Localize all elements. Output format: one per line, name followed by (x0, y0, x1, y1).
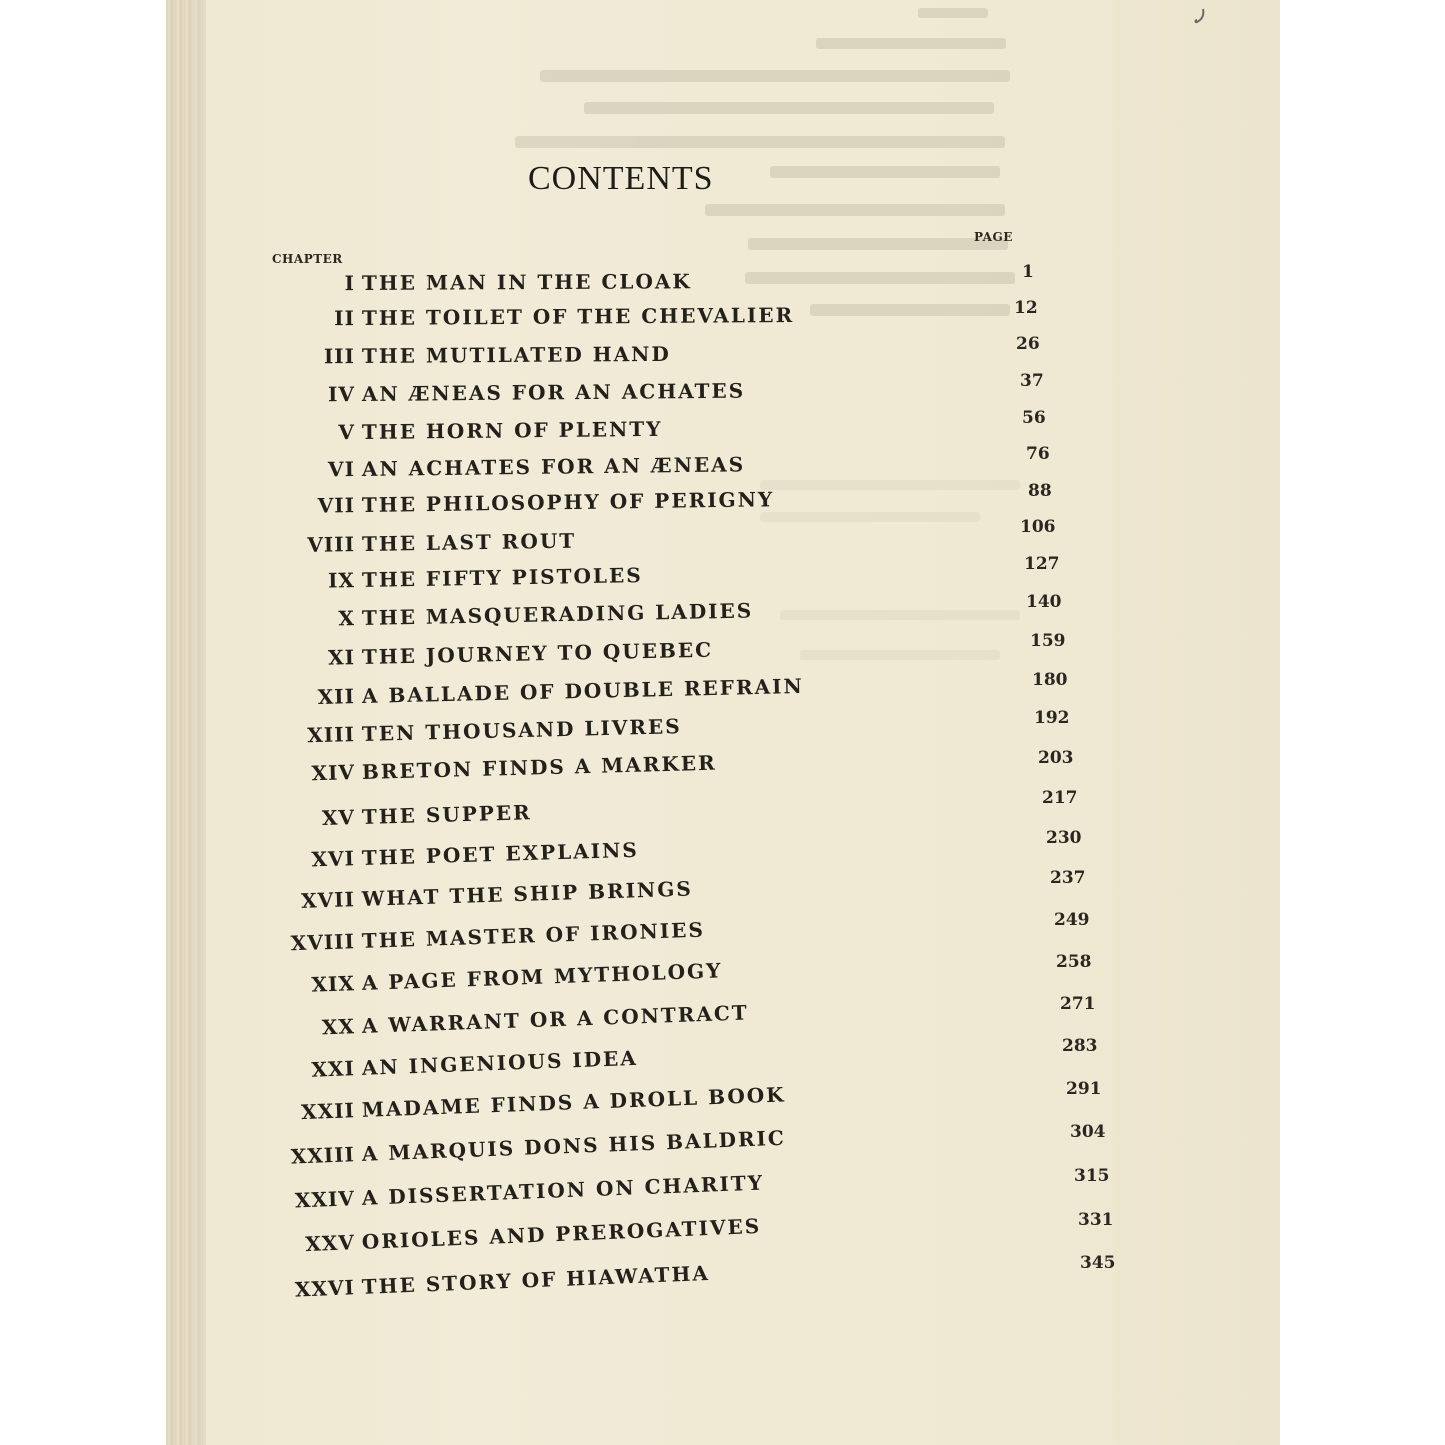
chapter-title: THE MAN IN THE CLOAK (361, 269, 692, 295)
chapter-page-number: 249 (1054, 910, 1090, 930)
chapter-title: THE MUTILATED HAND (361, 341, 671, 368)
chapter-title: THE MASQUERADING LADIES (361, 598, 754, 630)
chapter-page-number: 203 (1038, 748, 1074, 768)
chapter-title: A WARRANT OR A CONTRACT (361, 1000, 750, 1038)
chapter-title: THE MASTER OF IRONIES (361, 917, 706, 953)
chapter-title: THE STORY OF HIAWATHA (361, 1260, 711, 1299)
chapter-number: XII (317, 684, 356, 709)
chapter-page-number: 217 (1042, 788, 1078, 808)
chapter-page-number: 140 (1026, 592, 1062, 612)
chapter-number: XVIII (290, 929, 356, 956)
chapter-number: XXIV (294, 1186, 356, 1213)
chapter-page-number: 258 (1056, 952, 1092, 972)
chapter-page-number: 283 (1062, 1036, 1098, 1056)
chapter-page-number: 271 (1060, 994, 1096, 1014)
chapter-number: V (338, 420, 356, 445)
chapter-number: XX (321, 1014, 356, 1040)
chapter-page-number: 127 (1024, 554, 1060, 574)
chapter-number: VII (317, 493, 356, 518)
chapter-page-number: 106 (1020, 517, 1056, 537)
chapter-page-number: 26 (1016, 334, 1040, 354)
chapter-page-number: 291 (1066, 1079, 1102, 1099)
page-column-header: PAGE (974, 230, 1013, 244)
chapter-number: XVII (300, 887, 356, 913)
chapter-number: XXIII (290, 1142, 356, 1169)
chapter-title: BRETON FINDS A MARKER (361, 750, 718, 784)
chapter-number: X (338, 606, 356, 631)
chapter-title: THE POET EXPLAINS (361, 837, 640, 870)
chapter-page-number: 237 (1050, 868, 1086, 888)
chapter-page-number: 315 (1074, 1166, 1110, 1186)
chapter-number: XIV (311, 760, 356, 786)
chapter-page-number: 180 (1032, 670, 1068, 690)
chapter-title: AN ACHATES FOR AN ÆNEAS (361, 452, 746, 481)
chapter-number: XXVI (294, 1275, 356, 1302)
chapter-number: XXI (311, 1056, 356, 1082)
chapter-number: XV (321, 805, 356, 831)
chapter-page-number: 230 (1046, 828, 1082, 848)
toc-row (0, 298, 1445, 338)
chapter-number: XI (327, 645, 356, 670)
chapter-title: A BALLADE OF DOUBLE REFRAIN (361, 673, 804, 708)
chapter-number: XXV (304, 1230, 356, 1257)
chapter-number: VI (327, 457, 356, 482)
chapter-number: VIII (307, 532, 356, 557)
chapter-number: II (334, 306, 356, 331)
chapter-title: A DISSERTATION ON CHARITY (361, 1170, 765, 1210)
chapter-page-number: 304 (1070, 1122, 1106, 1142)
chapter-title: THE PHILOSOPHY OF PERIGNY (361, 487, 775, 517)
chapter-number: XIX (311, 971, 356, 997)
chapter-title: THE JOURNEY TO QUEBEC (361, 637, 714, 669)
chapter-number: III (323, 344, 356, 369)
chapter-title: THE FIFTY PISTOLES (361, 563, 643, 592)
chapter-column-header: CHAPTER (272, 252, 343, 266)
chapter-title: AN ÆNEAS FOR AN ACHATES (361, 378, 746, 406)
chapter-number: XVI (311, 846, 356, 872)
contents-title: CONTENTS (528, 160, 714, 197)
chapter-number: XIII (307, 722, 356, 748)
chapter-title: THE LAST ROUT (361, 528, 577, 556)
chapter-page-number: 56 (1022, 408, 1046, 428)
chapter-title: THE SUPPER (361, 800, 533, 829)
chapter-title: THE HORN OF PLENTY (361, 416, 663, 444)
chapter-title: TEN THOUSAND LIVRES (361, 714, 682, 746)
chapter-page-number: 37 (1020, 371, 1044, 391)
toc-row (0, 336, 1445, 376)
chapter-title: THE TOILET OF THE CHEVALIER (361, 302, 795, 330)
chapter-title: WHAT THE SHIP BRINGS (361, 876, 694, 911)
toc-row (0, 265, 1445, 303)
chapter-title: A MARQUIS DONS HIS BALDRIC (361, 1125, 787, 1166)
chapter-page-number: 12 (1014, 298, 1038, 318)
chapter-number: XXII (300, 1098, 356, 1125)
chapter-page-number: 76 (1026, 444, 1050, 464)
chapter-page-number: 345 (1080, 1253, 1116, 1273)
chapter-number: IV (327, 382, 356, 407)
chapter-number: I (344, 271, 356, 296)
chapter-page-number: 331 (1078, 1210, 1114, 1230)
chapter-number: IX (327, 568, 356, 593)
chapter-title: MADAME FINDS A DROLL BOOK (361, 1082, 786, 1122)
chapter-title: A PAGE FROM MYTHOLOGY (361, 958, 723, 995)
chapter-page-number: 159 (1030, 631, 1066, 651)
chapter-title: AN INGENIOUS IDEA (361, 1045, 639, 1080)
chapter-page-number: 192 (1034, 708, 1070, 728)
toc-row (0, 373, 1445, 416)
chapter-page-number: 1 (1022, 262, 1034, 282)
chapter-title: ORIOLES AND PREROGATIVES (361, 1213, 762, 1254)
chapter-page-number: 88 (1028, 481, 1052, 501)
